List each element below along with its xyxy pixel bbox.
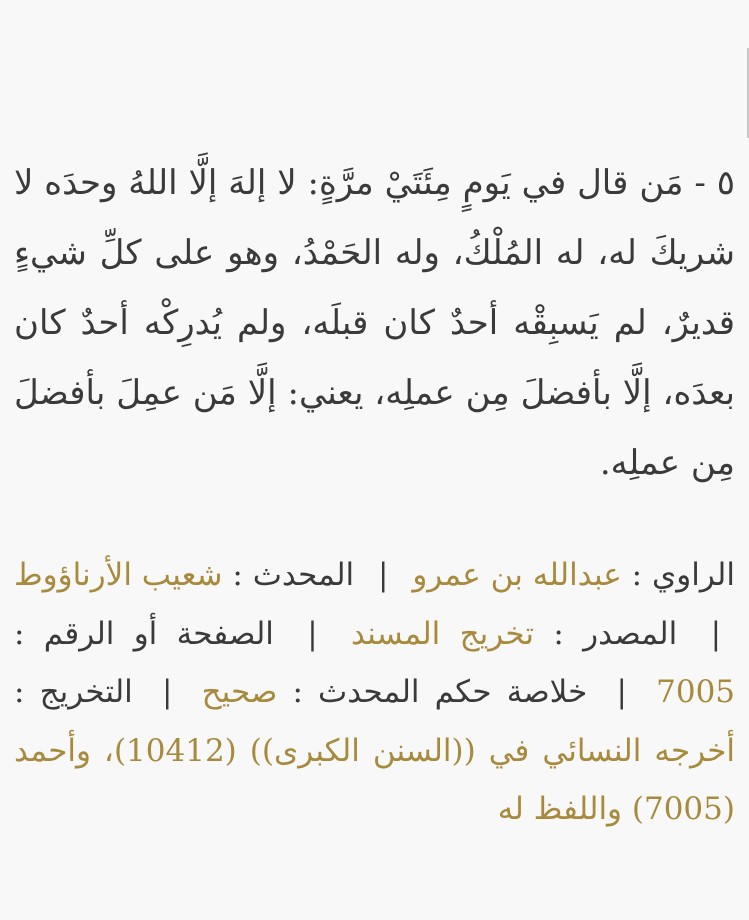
hadith-metadata [14,546,735,839]
ruling-label: خلاصة حكم المحدث : [292,674,588,710]
separator: | [307,615,318,652]
takhrij-label: التخريج : [14,674,133,710]
muhaddith-label: المحدث : [232,557,355,593]
page-label: الصفحة أو الرقم : [14,615,274,652]
separator: | [710,615,722,652]
source-value[interactable]: تخريج المسند [351,615,535,652]
hadith-text: ٥ - مَن قال في يَومٍ مِئَتَيْ مرَّةٍ: لا إلهَ إلَّا اللهُ وحدَه لا شريكَ له، له المُلْكُ، وله الحَمْدُ، وهو على كلِّ شيءٍ قديرٌ، لم يَسبِقْه أحدٌ كان قبلَه، ولم يُدرِكْه أحدٌ كان بعدَه، إلَّا بأفضلَ مِن عملِه، يعني: إلَّا مَن عمِلَ بأفضلَ مِن عملِه. [14,163,735,483]
narrator-label: الراوي : [631,557,735,593]
source-label: المصدر : [553,615,678,652]
separator: | [161,674,173,710]
page-value: 7005 [656,674,736,710]
separator: | [378,557,389,593]
takhrij-value: أخرجه النسائي في ((السنن الكبرى)) (10412)، وأحمد (7005) واللفظ له [14,732,735,827]
separator: | [616,674,627,710]
muhaddith-value[interactable]: شعيب الأرناؤوط [14,557,223,593]
ruling-value: صحيح [201,674,278,710]
narrator-value[interactable]: عبدالله بن عمرو [412,557,622,593]
